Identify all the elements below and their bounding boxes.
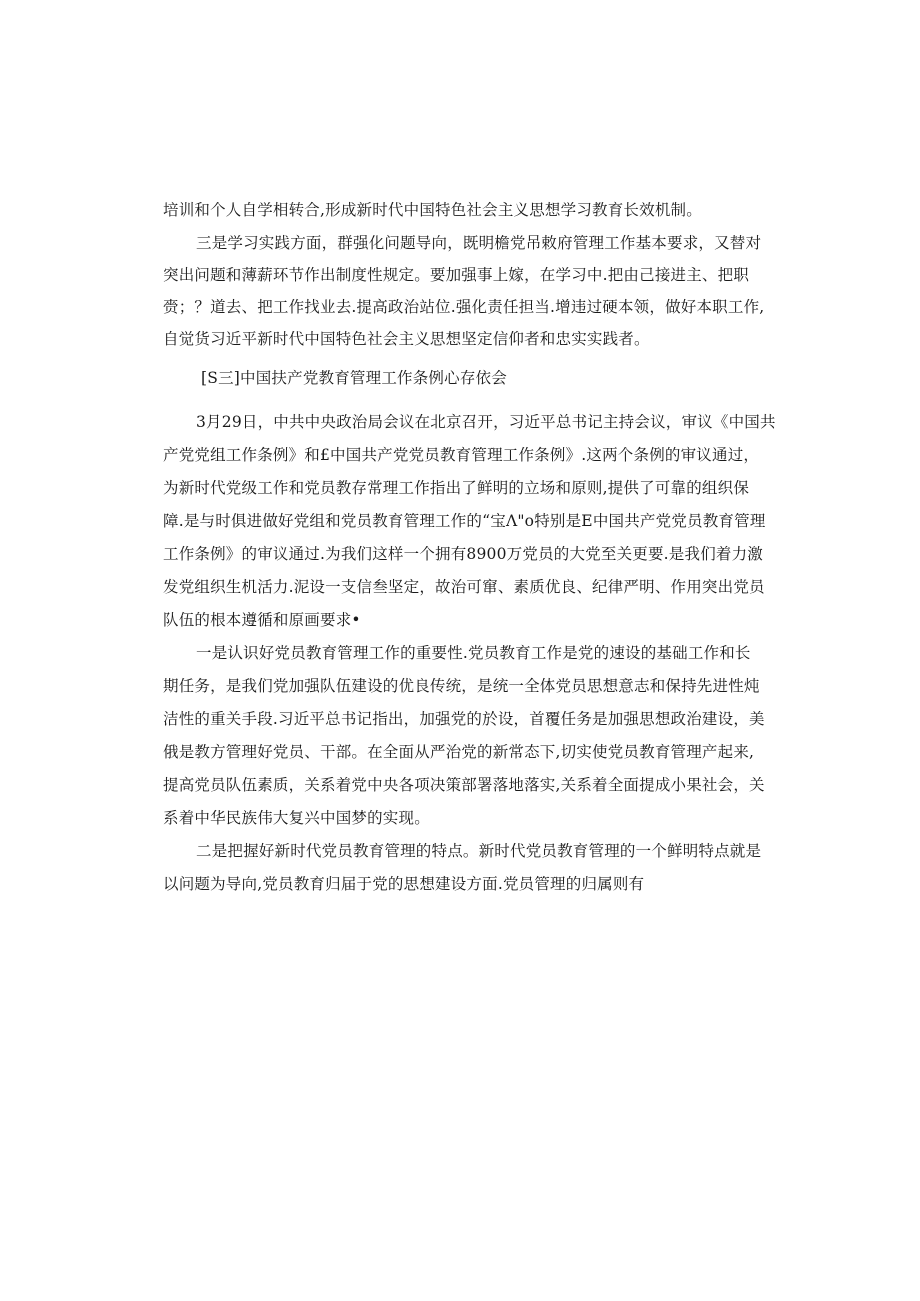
paragraph-line: 产党党组工作条例》和£中国共产党党员教育管理工作条例》.这两个条例的审议通过， — [163, 446, 760, 464]
paragraph-line: 为新时代党级工作和党员教存常理工作指出了鲜明的立场和原则,提供了可靠的组织保 — [163, 479, 750, 497]
paragraph-line: 期任务，是我们党加强队伍建设的优良传统，是统一全体党员思想意志和保持先进性炖 — [163, 677, 760, 695]
paragraph-line: 队伍的根本遵循和原画要求• — [163, 611, 361, 629]
paragraph-line: 培训和个人自学相转合,形成新时代中国特色社会主义思想学习教育长效机制。 — [163, 201, 702, 219]
paragraph-line: 发党组织生机活力.泥设一支信叁坚定，故治可窜、素质优良、纪律严明、作用突出党员 — [163, 578, 765, 596]
paragraph-line: 赍；？道去、把工作找业去.提高政治站位.强化责任担当.增违过硬本领，做好本职工作, — [163, 298, 765, 316]
paragraph-line: 洁性的重关手段.习近平总书记指出，加强党的於设，首覆任务是加强思想政治建设，美 — [163, 710, 765, 728]
paragraph-line: 自觉货习近平新时代中国特色社会主义思想坚定信仰者和忠实实践者。 — [163, 330, 650, 348]
paragraph-line: 俄是教方管理好党员、干部。在全面从严治党的新常态下,切实使党员教育管理产起来, — [163, 743, 755, 761]
paragraph-line: 3月29日，中共中央政治局会议在北京召开，习近平总书记主持会议，审议《中国共 — [196, 413, 776, 431]
paragraph-line: 系着中华民族伟大复兴中国梦的实现。 — [163, 809, 430, 827]
paragraph-line: 以问题为导向,党员教育归届于党的思想建设方面.党员管理的归属则有 — [163, 875, 645, 893]
paragraph-line: 一是认识好党员教育管理工作的重要性.党员教育工作是党的速设的基础工作和长 — [196, 644, 751, 662]
paragraph-line: 提高党员队伍素质，关系着党中央各项决策部署落地落实,关系着全面提成小果社会，关 — [163, 776, 765, 794]
paragraph-line: 障.是与时俱进做好党组和党员教育管理工作的“宝Λ"o特别是E中国共产党党员教育管理 — [163, 512, 766, 530]
paragraph-line: 突出问题和薄薪环节作出制度性规定。要加强事上嫁，在学习中.把由己接进主、把职 — [163, 266, 750, 284]
paragraph-line: 工作条例》的审议通过.为我们这样一个拥有8900万党员的大党至关更要.是我们着力激 — [163, 545, 764, 563]
paragraph-line: 二是把握好新时代党员教育管理的特点。新时代党员教育管理的一个鲜明特点就是 — [196, 842, 762, 860]
section-heading: [S三]中国扶产党教育管理工作条例心存依会 — [201, 369, 507, 387]
paragraph-line: 三是学习实践方面，群强化问题导向，既明檐党吊敕府管理工作基本要求，又替对 — [196, 234, 762, 252]
